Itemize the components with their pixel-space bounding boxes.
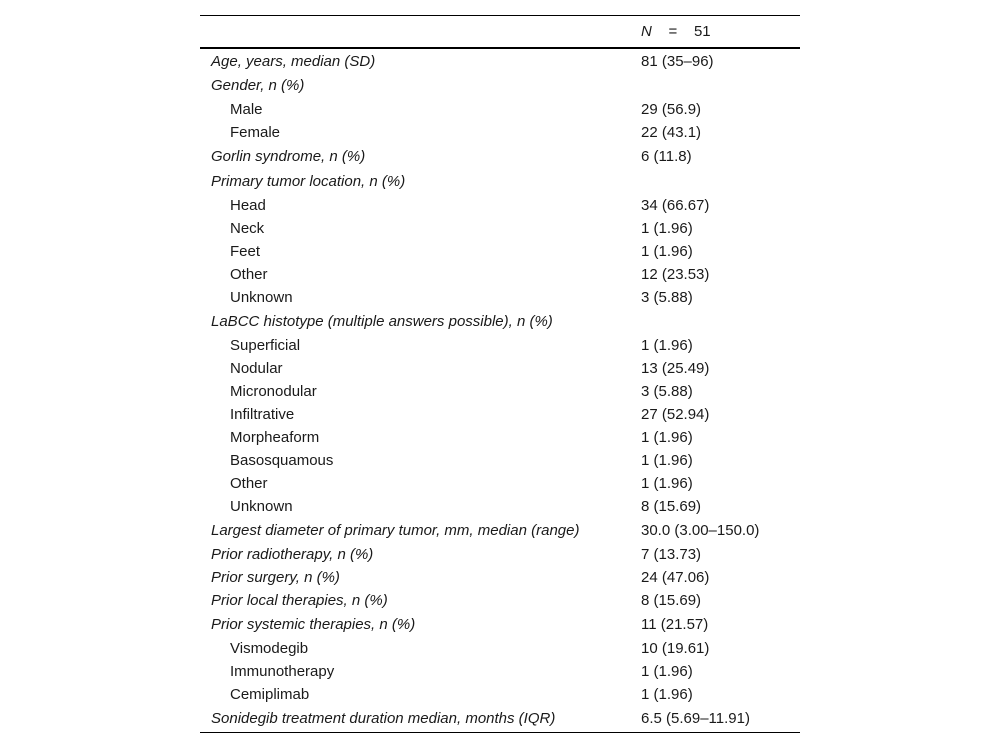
- row-value: 1 (1.96): [641, 220, 693, 237]
- row-sublabel: Head: [230, 197, 266, 214]
- table-row: [200, 660, 800, 683]
- row-label: Prior surgery, n (%): [211, 569, 340, 586]
- row-value: 1 (1.96): [641, 475, 693, 492]
- table-row: [200, 637, 800, 660]
- row-sublabel: Micronodular: [230, 383, 317, 400]
- table-row: [200, 286, 800, 309]
- row-label: Age, years, median (SD): [211, 53, 376, 70]
- table-row: [200, 169, 800, 194]
- row-sublabel: Feet: [230, 243, 261, 260]
- row-sublabel: Other: [230, 475, 268, 492]
- row-label: Sonidegib treatment duration median, months (IQR): [211, 710, 556, 727]
- row-sublabel: Nodular: [230, 360, 283, 377]
- row-label: Primary tumor location, n (%): [211, 173, 406, 190]
- table-row: [200, 472, 800, 495]
- row-value: 22 (43.1): [641, 124, 702, 141]
- n-value: 51: [693, 23, 711, 40]
- row-label: LaBCC histotype (multiple answers possible), n (%): [211, 313, 553, 330]
- equals-sign: =: [668, 23, 678, 40]
- row-value: 1 (1.96): [641, 686, 693, 703]
- n-symbol: N: [641, 23, 652, 40]
- row-sublabel: Neck: [230, 220, 265, 237]
- header-n-cell: [641, 23, 711, 40]
- row-value: 81 (35–96): [641, 53, 714, 70]
- row-label: Prior radiotherapy, n (%): [211, 546, 374, 563]
- row-sublabel: Basosquamous: [230, 452, 334, 469]
- table-row: [200, 49, 800, 73]
- row-label: Prior local therapies, n (%): [211, 592, 388, 609]
- table-row: [200, 589, 800, 612]
- row-sublabel: Cemiplimab: [230, 686, 310, 703]
- row-sublabel: Female: [230, 124, 281, 141]
- table-row: [200, 566, 800, 589]
- table-bottom-rule: [200, 732, 800, 733]
- table-row: [200, 403, 800, 426]
- table-row: [200, 334, 800, 357]
- row-value: 1 (1.96): [641, 429, 693, 446]
- table-row: [200, 217, 800, 240]
- table-header-row: [200, 16, 800, 47]
- table-row: [200, 240, 800, 263]
- row-value: 27 (52.94): [641, 406, 710, 423]
- table-body: [200, 49, 800, 732]
- table-row: [200, 495, 800, 518]
- row-sublabel: Infiltrative: [230, 406, 295, 423]
- row-label: Gender, n (%): [211, 77, 305, 94]
- table-row: [200, 426, 800, 449]
- table-row: [200, 73, 800, 98]
- table-row: [200, 309, 800, 334]
- row-sublabel: Male: [230, 101, 263, 118]
- table-row: [200, 380, 800, 403]
- table-row: [200, 706, 800, 732]
- row-label: Gorlin syndrome, n (%): [211, 148, 366, 165]
- row-value: 1 (1.96): [641, 337, 693, 354]
- row-value: 3 (5.88): [641, 383, 693, 400]
- table-row: [200, 263, 800, 286]
- row-sublabel: Unknown: [230, 289, 293, 306]
- row-value: 1 (1.96): [641, 663, 693, 680]
- table-row: [200, 98, 800, 121]
- row-value: 8 (15.69): [641, 498, 702, 515]
- row-sublabel: Other: [230, 266, 268, 283]
- row-value: 6.5 (5.69–11.91): [641, 710, 750, 727]
- row-value: 1 (1.96): [641, 452, 693, 469]
- row-value: 1 (1.96): [641, 243, 693, 260]
- row-sublabel: Superficial: [230, 337, 301, 354]
- row-value: 11 (21.57): [641, 616, 709, 633]
- table-row: [200, 194, 800, 217]
- row-sublabel: Morpheaform: [230, 429, 320, 446]
- table-row: [200, 357, 800, 380]
- table-row: [200, 144, 800, 169]
- table-row: [200, 518, 800, 543]
- row-label: Prior systemic therapies, n (%): [211, 616, 416, 633]
- table-row: [200, 121, 800, 144]
- row-label: Largest diameter of primary tumor, mm, median (range): [211, 522, 580, 539]
- row-sublabel: Unknown: [230, 498, 293, 515]
- row-value: 7 (13.73): [641, 546, 702, 563]
- table-row: [200, 612, 800, 637]
- baseline-characteristics-table: [200, 15, 800, 733]
- row-value: 12 (23.53): [641, 266, 710, 283]
- row-value: 30.0 (3.00–150.0): [641, 522, 760, 539]
- row-sublabel: Immunotherapy: [230, 663, 335, 680]
- table-row: [200, 683, 800, 706]
- row-value: 34 (66.67): [641, 197, 710, 214]
- row-sublabel: Vismodegib: [230, 640, 309, 657]
- row-value: 6 (11.8): [641, 148, 692, 165]
- table-row: [200, 543, 800, 566]
- table-row: [200, 449, 800, 472]
- row-value: 29 (56.9): [641, 101, 702, 118]
- row-value: 8 (15.69): [641, 592, 702, 609]
- row-value: 10 (19.61): [641, 640, 710, 657]
- row-value: 3 (5.88): [641, 289, 693, 306]
- row-value: 13 (25.49): [641, 360, 710, 377]
- row-value: 24 (47.06): [641, 569, 710, 586]
